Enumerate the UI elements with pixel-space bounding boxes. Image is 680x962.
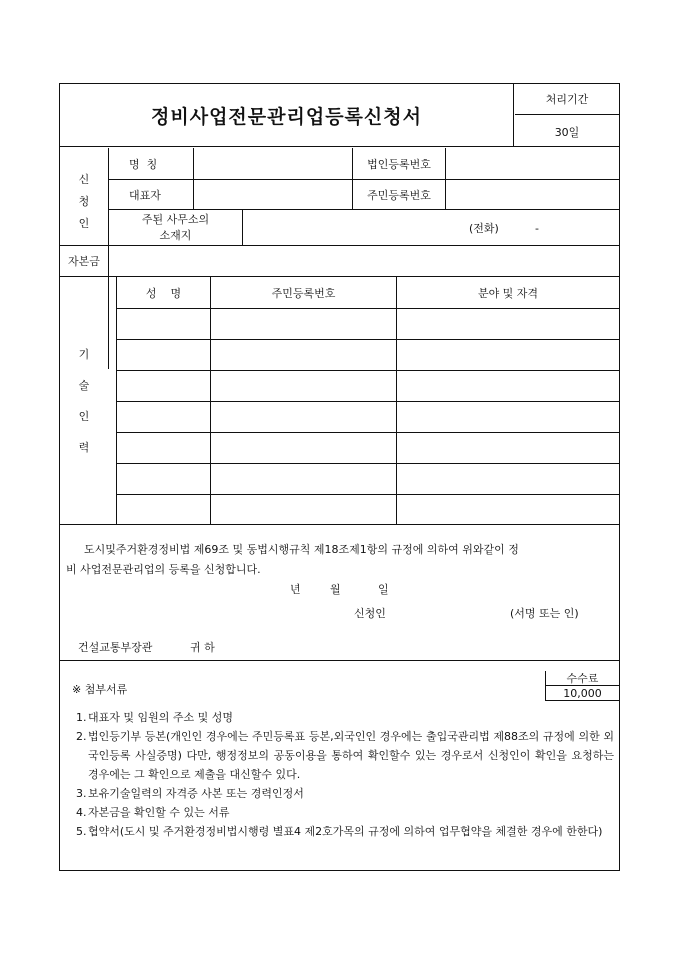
signature-note: (서명 또는 인) xyxy=(510,607,579,620)
technician-resident-number-cell[interactable] xyxy=(211,402,396,432)
office-label-line: 주된 사무소의 xyxy=(141,212,210,226)
technician-name-cell[interactable] xyxy=(117,433,210,463)
form-title: 정비사업전문관리업등록신청서 xyxy=(60,84,514,147)
technician-qualification-cell[interactable] xyxy=(397,340,619,370)
fee-box xyxy=(545,671,619,701)
list-item-number: 3. xyxy=(76,787,87,800)
technician-resident-number-cell[interactable] xyxy=(211,309,396,339)
date-month-label: 월 xyxy=(330,583,341,596)
technician-resident-number-cell[interactable] xyxy=(211,464,396,494)
technician-name-cell[interactable] xyxy=(117,371,210,401)
resident-reg-label: 주민등록번호 xyxy=(367,188,431,202)
technician-qualification-cell[interactable] xyxy=(397,309,619,339)
representative-label: 대표자 xyxy=(129,188,161,202)
technician-resident-number-cell[interactable] xyxy=(211,371,396,401)
applicant-label-char: 청 xyxy=(78,194,90,208)
corp-reg-label: 법인등록번호 xyxy=(367,157,431,171)
applicant-label-char: 신 xyxy=(78,172,90,186)
office-address-label xyxy=(109,210,242,245)
technicians-section-label xyxy=(60,277,108,524)
technician-name-cell[interactable] xyxy=(117,309,210,339)
technicians-label-char: 기 xyxy=(78,347,90,361)
list-item-text: 법인등기부 등본(개인인 경우에는 주민등록표 등본,외국인인 경우에는 출입국관리법 제88조의 규정에 의한 외국인등록 사실증명) 다만, 행정정보의 공동이용을 통하여 확인할수 있는 경우로서 신청인이 확인을 요청하는 경우에는 그 확인으로 제출을 대신할수 있다. xyxy=(88,730,614,781)
technician-resident-number-cell[interactable] xyxy=(211,433,396,463)
fee-label: 수수료 xyxy=(545,671,619,686)
application-form xyxy=(59,83,620,871)
list-item xyxy=(76,708,614,727)
corp-reg-field[interactable] xyxy=(446,148,619,179)
technician-resident-number-cell[interactable] xyxy=(211,340,396,370)
technicians-label-char: 인 xyxy=(78,409,90,423)
column-header-resident-number: 주민등록번호 xyxy=(271,286,336,300)
technician-name-cell[interactable] xyxy=(117,464,210,494)
list-item xyxy=(76,803,614,822)
technician-qualification-cell[interactable] xyxy=(397,402,619,432)
list-item-number: 5. xyxy=(76,825,87,838)
declaration-line-2: 비 사업전문관리업의 등록을 신청합니다. xyxy=(66,563,261,576)
attachments-list xyxy=(76,708,614,841)
technician-qualification-cell[interactable] xyxy=(397,464,619,494)
declaration-block xyxy=(60,525,619,661)
list-item-text: 자본금을 확인할 수 있는 서류 xyxy=(88,806,230,819)
list-item xyxy=(76,822,614,841)
list-item-number: 4. xyxy=(76,806,87,819)
form-header xyxy=(60,84,619,147)
date-day-label: 일 xyxy=(378,583,389,596)
technician-qualification-cell[interactable] xyxy=(397,495,619,524)
technician-qualification-cell[interactable] xyxy=(397,371,619,401)
office-label-line: 소재지 xyxy=(159,228,192,242)
technicians-label-char: 력 xyxy=(78,440,90,454)
technician-resident-number-cell[interactable] xyxy=(211,495,396,524)
list-item xyxy=(76,727,614,784)
fee-value: 10,000 xyxy=(545,686,619,701)
applicant-section-label xyxy=(60,148,108,255)
phone-field[interactable]: - xyxy=(535,221,539,235)
processing-period-value: 30일 xyxy=(554,125,580,139)
technician-name-cell[interactable] xyxy=(117,495,210,524)
column-header-field-qualification: 분야 및 자격 xyxy=(477,286,539,300)
applicant-label-char: 인 xyxy=(78,216,90,230)
list-item-number: 2. xyxy=(76,730,87,743)
capital-field[interactable] xyxy=(109,246,619,276)
name-field[interactable] xyxy=(194,148,352,179)
resident-reg-field[interactable] xyxy=(446,180,619,209)
declaration-line-1: 도시및주거환경정비법 제69조 및 동법시행규칙 제18조제1항의 규정에 의하여 위와같이 정 xyxy=(84,543,519,556)
recipient-suffix: 귀 하 xyxy=(190,641,215,654)
recipient-label: 건설교통부장관 xyxy=(78,641,153,654)
applicant-signature-label: 신청인 xyxy=(354,607,386,620)
name-label: 명 칭 xyxy=(129,157,158,171)
representative-field[interactable] xyxy=(194,180,352,209)
list-item-text: 협약서(도시 및 주거환경정비법시행령 별표4 제2호가목의 규정에 의하여 업무협약을 체결한 경우에 한한다) xyxy=(88,825,603,838)
capital-label: 자본금 xyxy=(68,255,100,268)
technicians-label-char: 술 xyxy=(78,378,90,392)
column-header-name: 성 명 xyxy=(145,286,182,300)
list-item-text: 보유기술일력의 자격증 사본 또는 경력인정서 xyxy=(88,787,304,800)
technician-name-cell[interactable] xyxy=(117,340,210,370)
attachments-title: ※ 첨부서류 xyxy=(72,683,128,696)
technician-qualification-cell[interactable] xyxy=(397,433,619,463)
list-item-number: 1. xyxy=(76,711,87,724)
processing-period-label: 처리기간 xyxy=(515,84,619,115)
technician-name-cell[interactable] xyxy=(117,402,210,432)
date-year-label: 년 xyxy=(290,583,301,596)
list-item-text: 대표자 및 임원의 주소 및 성명 xyxy=(88,711,233,724)
list-item xyxy=(76,784,614,803)
phone-label: (전화) xyxy=(469,222,499,235)
